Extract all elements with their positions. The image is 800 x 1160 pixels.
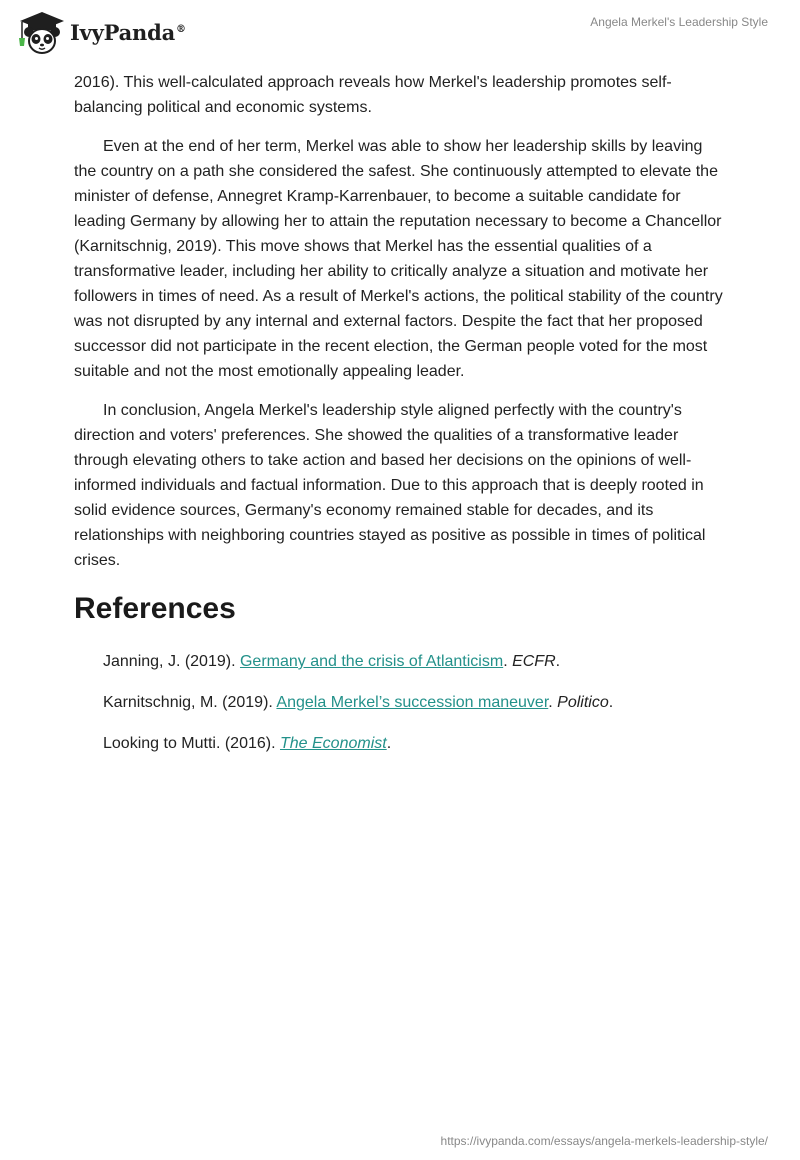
reference-link[interactable]: Angela Merkel’s succession maneuver (276, 694, 549, 711)
document-title: Angela Merkel's Leadership Style (590, 15, 768, 29)
reference-source: ECFR (512, 653, 556, 670)
panda-graduate-icon (14, 8, 64, 56)
ivypanda-logo[interactable] (14, 8, 186, 56)
reference-separator: . (503, 653, 513, 670)
reference-separator: . (548, 694, 558, 711)
references-heading: References (74, 592, 236, 625)
page-header (0, 0, 800, 64)
reference-source: Politico (557, 694, 609, 711)
reference-item (103, 649, 724, 674)
reference-end: . (608, 694, 614, 711)
essay-body (74, 70, 724, 772)
reference-end: . (555, 653, 561, 670)
reference-end: . (386, 735, 392, 752)
reference-item (103, 731, 724, 756)
footer-url: https://ivypanda.com/essays/angela-merkels-leadership-style/ (440, 1134, 768, 1148)
reference-item (103, 690, 724, 715)
reference-author-year: Looking to Mutti. (2016). (103, 735, 280, 752)
reference-link-title: The Economist (279, 735, 387, 752)
reference-author-year: Janning, J. (2019). (103, 653, 240, 670)
brand-name: IvyPanda® (70, 19, 186, 45)
body-paragraph: 2016). This well-calculated approach reveals how Merkel's leadership promotes self-balancing political and economic systems. (74, 74, 672, 116)
body-paragraph: In conclusion, Angela Merkel's leadership style aligned perfectly with the country's direction and voters' preferences. She showed the qualities of a transformative leader through elevating others to take action and based her decisions on the opinions of well-informed individuals and factual information. Due to this approach that is deeply rooted in solid evidence sources, Germany's economy remained stable for decades, and its relationships with neighboring countries stayed as positive as possible in times of political crises. (74, 402, 706, 569)
reference-link[interactable] (280, 735, 387, 752)
brand-registered-mark: ® (176, 23, 186, 35)
body-paragraph: Even at the end of her term, Merkel was able to show her leadership skills by leaving the country on a path she considered the safest. She continuously attempted to elevate the minister of defense, Annegret Kramp-Karrenbauer, to become a suitable candidate for leading Germany by allowing her to attain the reputation necessary to become a Chancellor (Karnitschnig, 2019). This move shows that Merkel has the essential qualities of a transformative leader, including her ability to critically analyze a situation and motivate her followers in times of need. As a result of Merkel's actions, the political stability of the country was not disrupted by any internal and external factors. Despite the fact that her proposed successor did not participate in the recent election, the German people voted for the most suitable and not the most emotionally appealing leader. (74, 138, 723, 380)
reference-link[interactable]: Germany and the crisis of Atlanticism (239, 653, 504, 670)
reference-author-year: Karnitschnig, M. (2019). (103, 694, 277, 711)
